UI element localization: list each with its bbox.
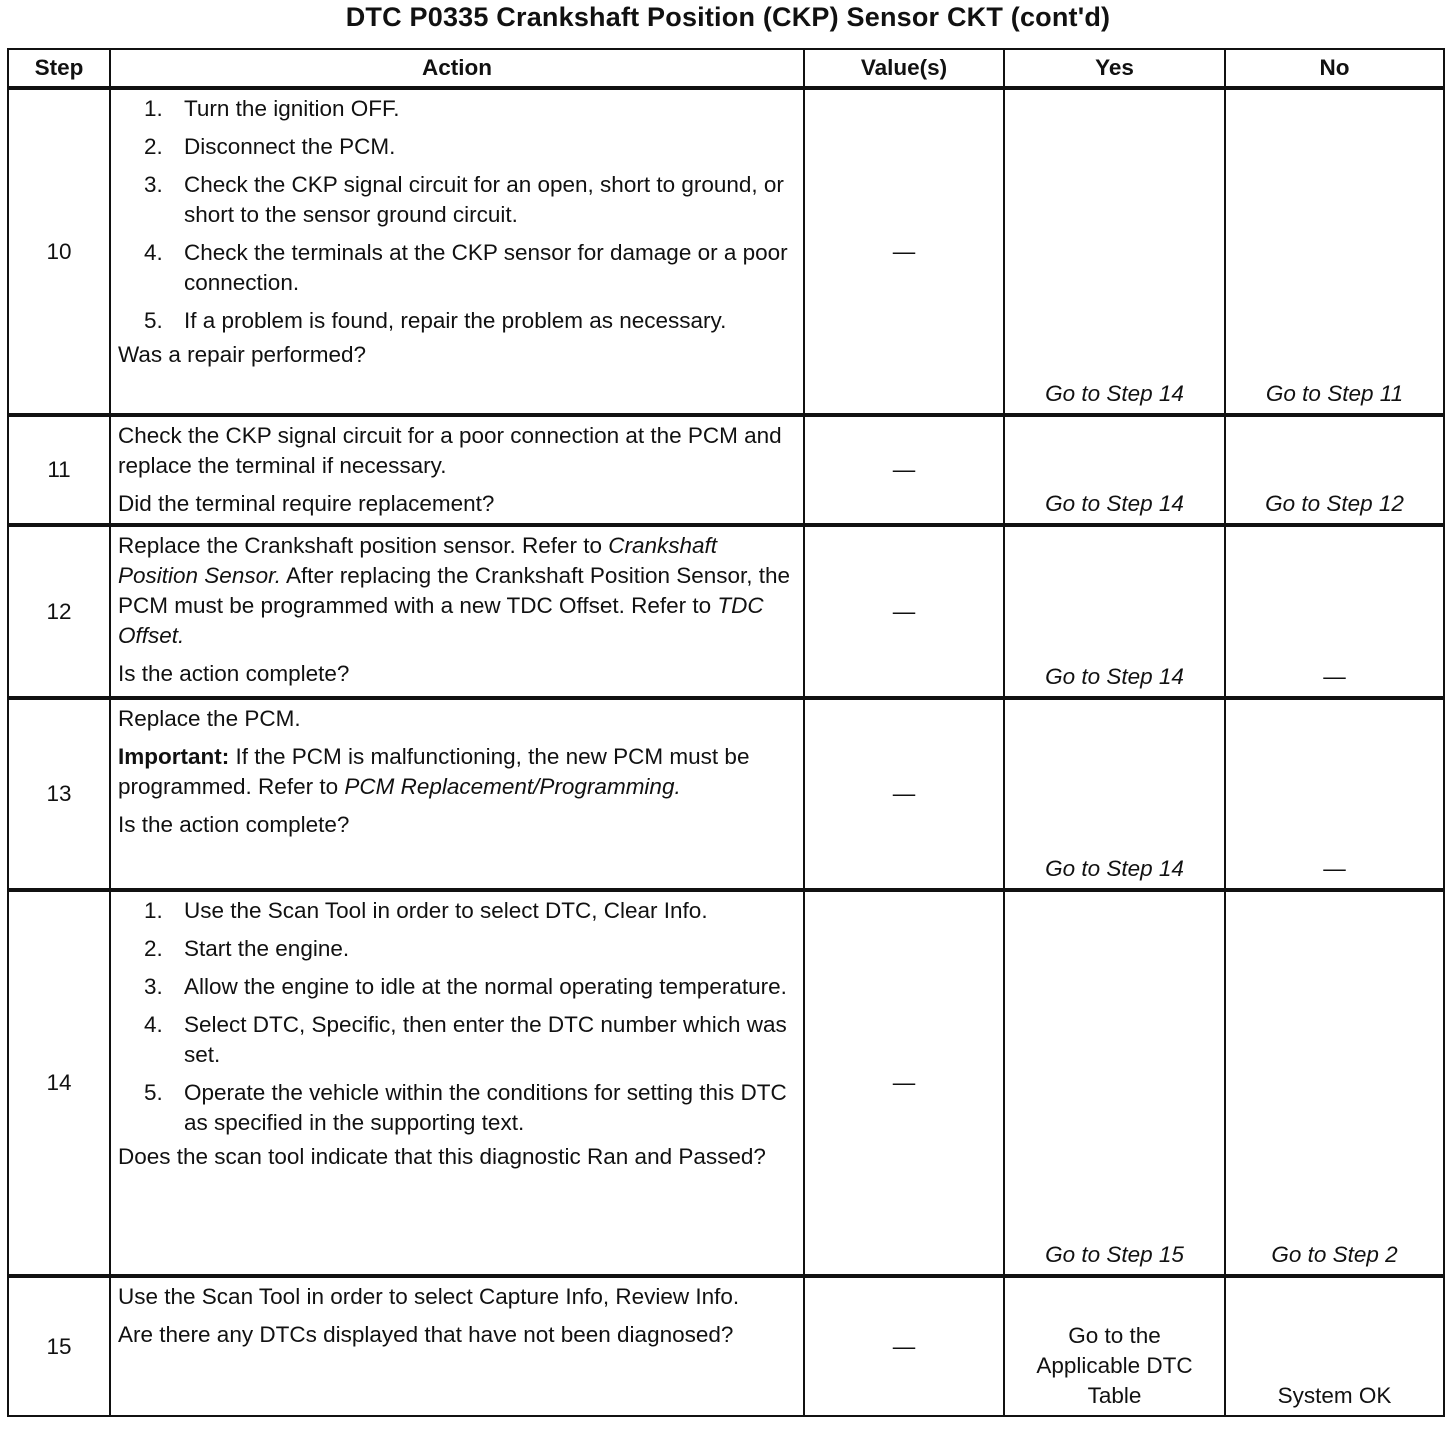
important-label: Important:	[118, 744, 230, 769]
no-cell: —	[1225, 698, 1444, 890]
step-number: 10	[8, 88, 110, 415]
action-cell	[110, 890, 804, 1276]
action-steps-list	[118, 896, 795, 1138]
action-question: Are there any DTCs displayed that have not been diagnosed?	[118, 1322, 734, 1347]
list-item: 4. Check the terminals at the CKP sensor for damage or a poor connection.	[144, 240, 788, 295]
yes-cell: Go to Step 14	[1004, 415, 1225, 525]
diagnostic-table	[7, 48, 1445, 1417]
reference-link: TDC Offset.	[118, 593, 764, 648]
step-number: 14	[8, 890, 110, 1276]
table-row-step-13	[8, 698, 1444, 890]
action-cell	[110, 698, 804, 890]
header-step: Step	[8, 49, 110, 88]
action-steps-list	[118, 94, 795, 336]
action-question: Is the action complete?	[118, 661, 350, 686]
value-cell: —	[804, 415, 1004, 525]
yes-cell: Go to Step 14	[1004, 88, 1225, 415]
yes-cell: Go to Step 14	[1004, 525, 1225, 698]
list-item: 2. Disconnect the PCM.	[144, 134, 396, 159]
table-row-step-10	[8, 88, 1444, 415]
step-number: 15	[8, 1276, 110, 1416]
no-cell: Go to Step 2	[1225, 890, 1444, 1276]
action-question: Does the scan tool indicate that this diagnostic Ran and Passed?	[118, 1144, 766, 1169]
action-question: Did the terminal require replacement?	[118, 491, 495, 516]
action-cell	[110, 415, 804, 525]
action-cell	[110, 525, 804, 698]
document-title: DTC P0335 Crankshaft Position (CKP) Sensor CKT (cont'd)	[345, 2, 1111, 32]
list-item: 5. If a problem is found, repair the problem as necessary.	[144, 308, 727, 333]
value-cell: —	[804, 525, 1004, 698]
table-row-step-11	[8, 415, 1444, 525]
header-row	[8, 49, 1444, 88]
important-note: Important: If the PCM is malfunctioning, the new PCM must be programmed. Refer to PCM Replacement/Programming.	[118, 744, 750, 799]
table-row-step-15	[8, 1276, 1444, 1416]
action-text: Replace the PCM.	[118, 706, 301, 731]
action-cell	[110, 88, 804, 415]
list-item: 1. Use the Scan Tool in order to select DTC, Clear Info.	[144, 898, 708, 923]
no-cell: —	[1225, 525, 1444, 698]
list-item: 5. Operate the vehicle within the conditions for setting this DTC as specified in the supporting text.	[144, 1080, 787, 1135]
table-row-step-14	[8, 890, 1444, 1276]
value-cell: —	[804, 1276, 1004, 1416]
value-cell: —	[804, 698, 1004, 890]
list-item: 4. Select DTC, Specific, then enter the DTC number which was set.	[144, 1012, 787, 1067]
reference-link: Crankshaft Position Sensor.	[118, 533, 718, 588]
yes-cell: Go to Step 14	[1004, 698, 1225, 890]
action-cell	[110, 1276, 804, 1416]
list-item: 3. Check the CKP signal circuit for an open, short to ground, or short to the sensor ground circuit.	[144, 172, 784, 227]
step-number: 13	[8, 698, 110, 890]
reference-link: PCM Replacement/Programming.	[344, 774, 681, 799]
list-item: 2. Start the engine.	[144, 936, 350, 961]
table-row-step-12	[8, 525, 1444, 698]
header-action: Action	[110, 49, 804, 88]
no-cell: Go to Step 11	[1225, 88, 1444, 415]
no-cell: Go to Step 12	[1225, 415, 1444, 525]
action-question: Is the action complete?	[118, 812, 350, 837]
header-yes: Yes	[1004, 49, 1225, 88]
value-cell: —	[804, 890, 1004, 1276]
yes-cell: Go to the Applicable DTC Table	[1004, 1276, 1225, 1416]
action-question: Was a repair performed?	[118, 342, 367, 367]
action-text: Replace the Crankshaft position sensor. Refer to Crankshaft Position Sensor. After replacing the Crankshaft Position Sensor, the PCM must be programmed with a new TDC Offset. Refer to TDC Offset.	[118, 533, 791, 648]
header-values: Value(s)	[804, 49, 1004, 88]
no-cell: System OK	[1225, 1276, 1444, 1416]
yes-cell: Go to Step 15	[1004, 890, 1225, 1276]
action-text: Check the CKP signal circuit for a poor connection at the PCM and replace the terminal if necessary.	[118, 423, 782, 478]
value-cell: —	[804, 88, 1004, 415]
action-text: Use the Scan Tool in order to select Capture Info, Review Info.	[118, 1284, 740, 1309]
list-item: 3. Allow the engine to idle at the normal operating temperature.	[144, 974, 787, 999]
step-number: 11	[8, 415, 110, 525]
step-number: 12	[8, 525, 110, 698]
list-item: 1. Turn the ignition OFF.	[144, 96, 400, 121]
header-no: No	[1225, 49, 1444, 88]
